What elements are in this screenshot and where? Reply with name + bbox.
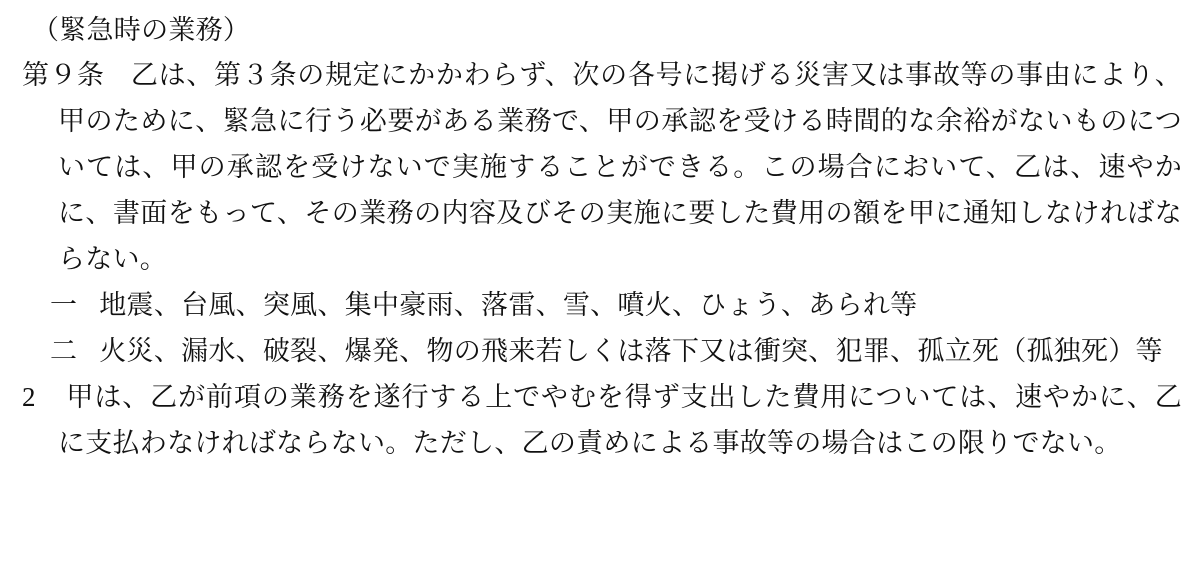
- clause-text: 甲は、乙が前項の業務を遂行する上でやむを得ず支出した費用については、速やかに、乙に支払わなければならない。ただし、乙の責めによる事故等の場合はこの限りでない。: [58, 382, 1182, 458]
- document-body: [14, 8, 1182, 466]
- clause-paragraph: [14, 374, 1182, 466]
- article-text: 乙は、第３条の規定にかかわらず、次の各号に掲げる災害又は事故等の事由により、甲のために、緊急に行う必要がある業務で、甲の承認を受ける時間的な余裕がないものについては、甲の承認を受けないで実施することができる。この場合において、乙は、速やかに、書面をもって、その業務の内容及びその実施に要した費用の額を甲に通知しなければならない。: [58, 60, 1182, 274]
- list-item-label: 二: [50, 336, 78, 366]
- clause-label: 2: [22, 382, 36, 412]
- list-item: [14, 328, 1182, 374]
- section-heading: （緊急時の業務）: [32, 15, 251, 45]
- list-item-label: 一: [50, 290, 78, 320]
- list-item-text: 火災、漏水、破裂、爆発、物の飛来若しくは落下又は衝突、犯罪、孤立死（孤独死）等: [99, 336, 1163, 366]
- list-item: [14, 282, 1182, 328]
- list-item-text: 地震、台風、突風、集中豪雨、落雷、雪、噴火、ひょう、あられ等: [99, 290, 918, 320]
- article-label: 第９条: [22, 60, 105, 90]
- article-paragraph: [14, 52, 1182, 282]
